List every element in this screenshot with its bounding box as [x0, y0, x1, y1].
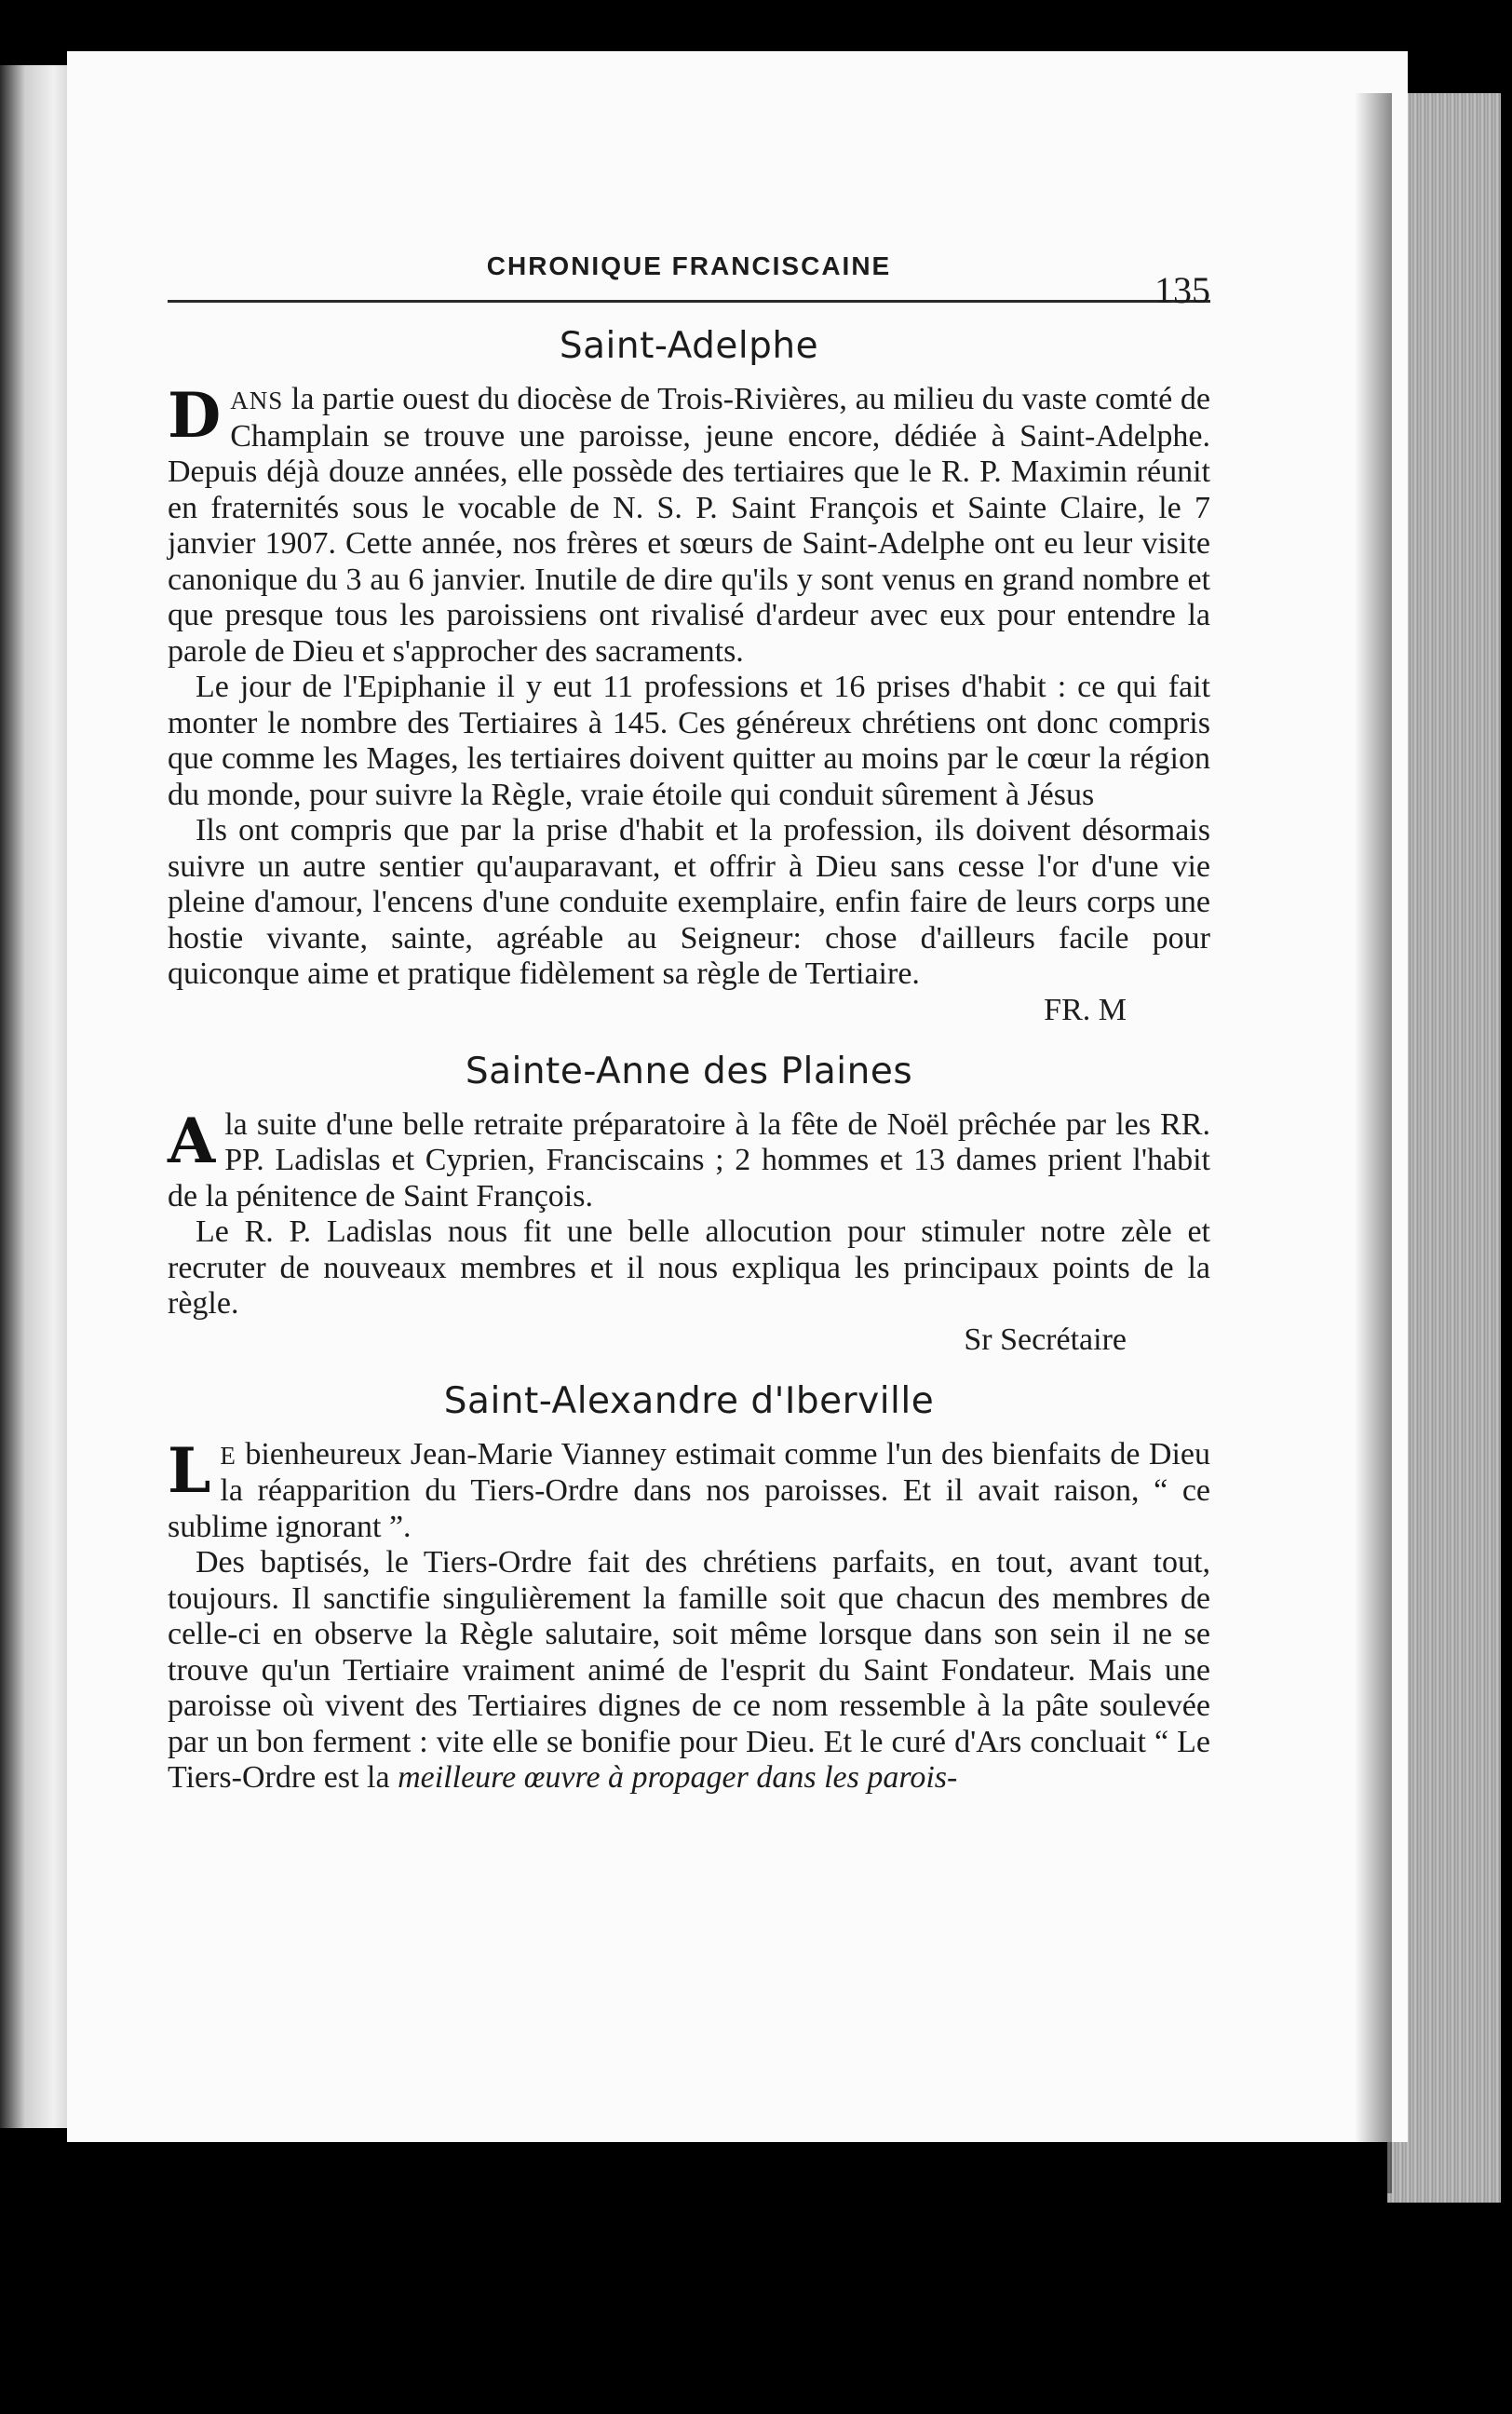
section-sainte-anne-des-plaines — [168, 1051, 1210, 1358]
section-saint-adelphe — [168, 325, 1210, 1028]
paragraph — [168, 1104, 1210, 1215]
drop-cap: D — [168, 379, 222, 452]
text-block — [168, 214, 1210, 1797]
drop-cap: L — [168, 1433, 211, 1507]
paragraph-text: bienheureux Jean-Marie Vianney estimait comme l'un des bienfaits de Dieu la réapparition du Tiers-Ordre dans nos paroisses. Et il avait raison, “ ce sublime ignorant ”. — [168, 1436, 1210, 1544]
paragraph: Ils ont compris que par la prise d'habit et la profession, ils doivent désormais suivre un autre sentier qu'auparavant, et offrir à Dieu sans cesse l'or d'une vie pleine d'amour, l'encens d'une conduite exemplaire, enfin faire de leurs corps une hostie vivante, sainte, agréable au Seigneur: chose d'ailleurs facile pour quiconque aime et pratique fidèlement sa règle de Tertiaire. — [168, 813, 1210, 991]
running-head — [168, 214, 1210, 311]
paragraph — [168, 1545, 1210, 1797]
gutter-shadow — [1355, 93, 1392, 2193]
page-number: 135 — [1154, 269, 1210, 311]
section-saint-alexandre — [168, 1380, 1210, 1797]
paragraph — [168, 1433, 1210, 1546]
section-title: Saint-Adelphe — [559, 325, 819, 367]
smallcaps-word: ANS — [230, 387, 284, 414]
paragraph: Le R. P. Ladislas nous fit une belle allocution pour stimuler notre zèle et recruter de nouveaux membres et il nous expliqua les principaux points de la règle. — [168, 1214, 1210, 1321]
section-title: Sainte-Anne des Plaines — [465, 1050, 913, 1092]
paragraph-text: la suite d'une belle retraite préparatoire à la fête de Noël prêchée par les RR. PP. Ladislas et Cyprien, Franciscains ; 2 hommes et 13 dames prient l'habit de la pénitence de Saint François. — [168, 1106, 1210, 1214]
signature: FR. M — [1044, 992, 1127, 1027]
smallcaps-word: E — [220, 1441, 236, 1470]
paragraph-text: la partie ouest du diocèse de Trois-Rivières, au milieu du vaste comté de Champlain se trouve une paroisse, jeune encore, dédiée à Saint-Adelphe. Depuis déjà douze années, elle possède des tertiaires que le R. P. Maximin réunit en fraternités sous le vocable de N. S. P. Saint François et Sainte Claire, le 7 janvier 1907. Cette année, nos frères et sœurs de Saint-Adelphe ont eu leur visite canonique du 3 au 6 janvier. Inutile de dire qu'ils y sont venus en grand nombre et que presque tous les paroissiens ont rivalisé d'ardeur avec eux pour entendre la parole de Dieu et s'approcher des sacraments. — [168, 382, 1210, 669]
paragraph: Le jour de l'Epiphanie il y eut 11 professions et 16 prises d'habit : ce qui fait monter le nombre des Tertiaires à 145. Ces généreux chrétiens ont donc compris que comme les Mages, les tertiaires doivent quitter au moins par le cœur la région du monde, pour suivre la Règle, vraie étoile qui conduit sûrement à Jésus — [168, 670, 1210, 812]
drop-cap: A — [168, 1104, 216, 1177]
paragraph-text: Des baptisés, le Tiers-Ordre fait des chrétiens parfaits, en tout, avant tout, toujours. Il sanctifie singulièrement la famille soit que chacun des membres de celle-ci en observe la Règle salutaire, soit même lorsque dans son sein il ne se trouve qu'un Tertiaire vraiment animé de l'esprit du Saint Fondateur. Mais une paroisse où vivent des Tertiaires dignes de ce nom ressemble à la pâte soulevée par un bon ferment : vite elle se bonifie pour Dieu. Et le curé d'Ars concluait “ Le Tiers-Ordre est la — [168, 1545, 1210, 1795]
signature: Sr Secrétaire — [964, 1322, 1127, 1357]
section-title: Saint-Alexandre d'Iberville — [443, 1379, 935, 1422]
paragraph — [168, 379, 1210, 670]
running-title: CHRONIQUE FRANCISCAINE — [486, 251, 892, 280]
italic-text: meilleure œuvre à propager dans les parois- — [398, 1760, 958, 1795]
